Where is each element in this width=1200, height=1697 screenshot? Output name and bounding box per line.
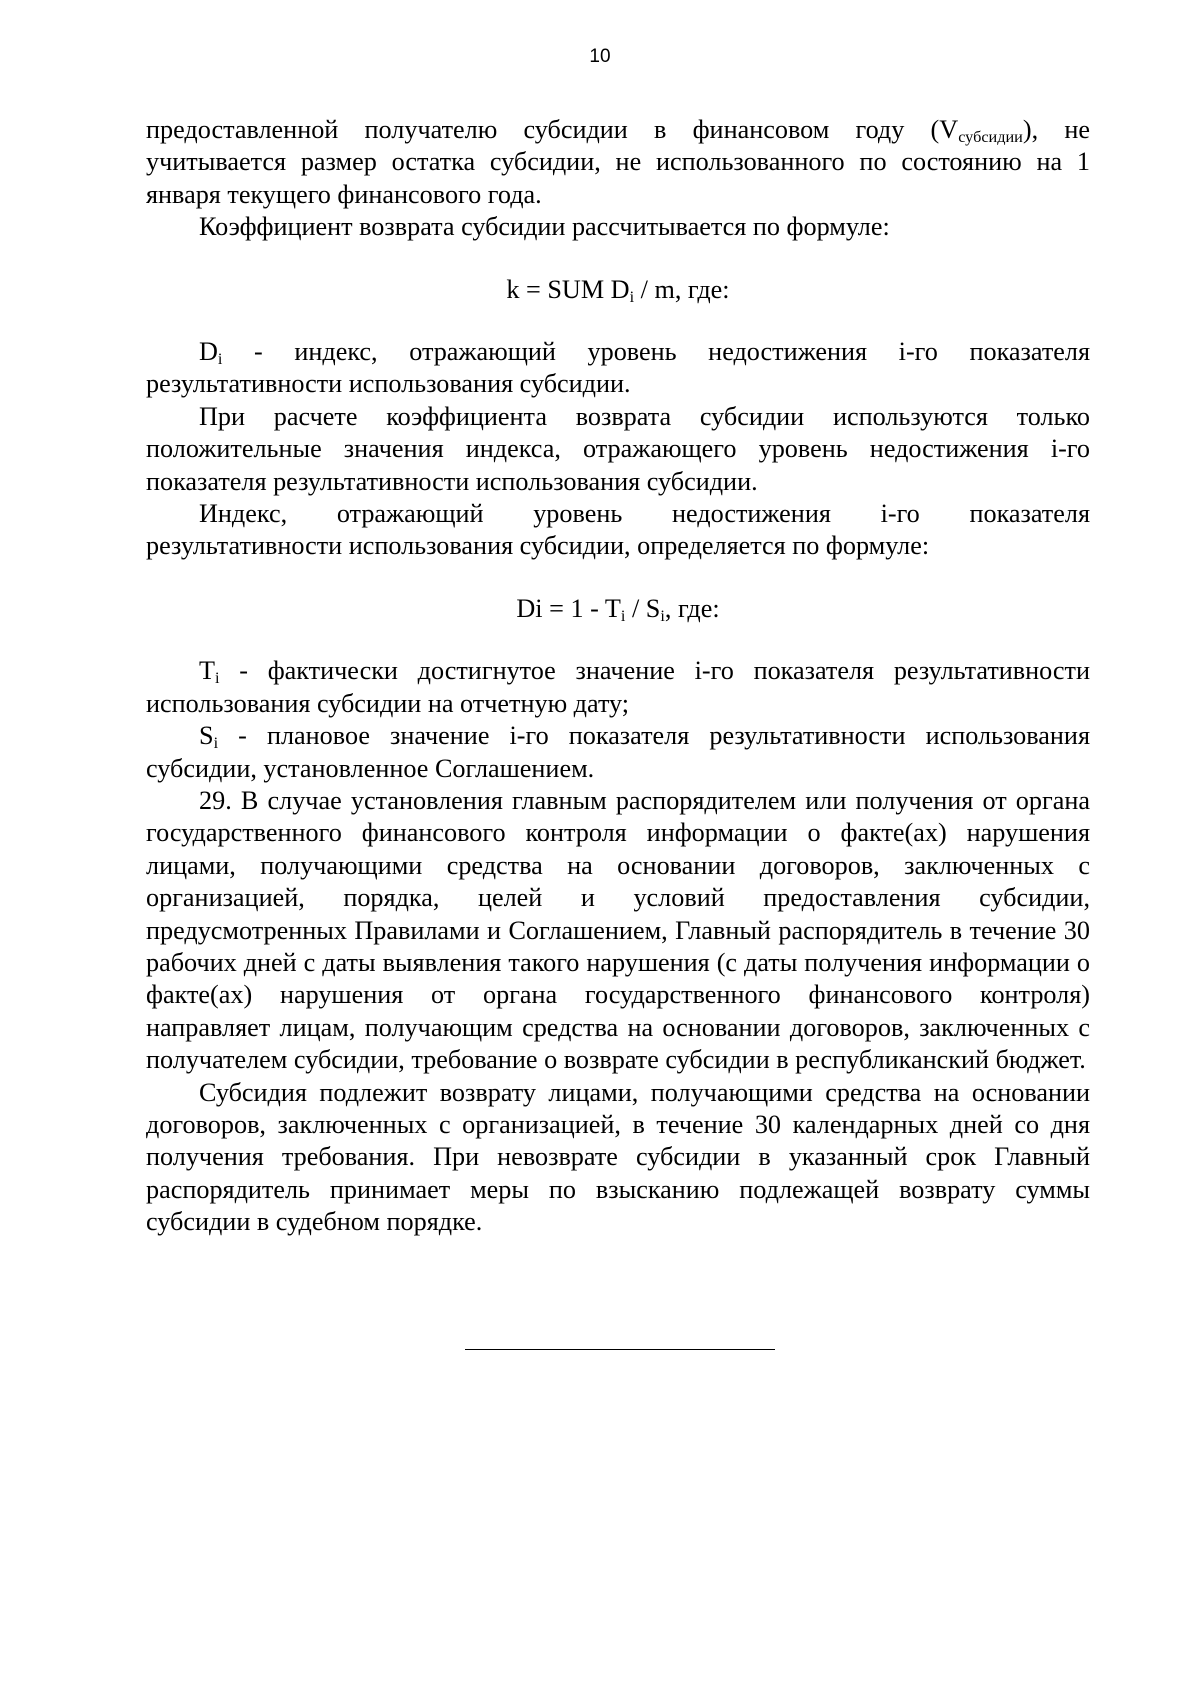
paragraph-text: ), не учитывается размер остатка субсидии, не использованного по состоянию на 1 января текущего финансового года. bbox=[146, 115, 1090, 209]
paragraph-positive-values: При расчете коэффициента возврата субсидии используются только положительные значения индекса, отражающего уровень недостижения i-го показателя результативности использования субсидии. bbox=[146, 401, 1090, 496]
paragraph-text: - плановое значение i-го показателя результативности использования субсидии, установленное Соглашением. bbox=[146, 721, 1090, 783]
paragraph-di-definition bbox=[146, 336, 1090, 401]
paragraph-ti-definition bbox=[146, 655, 1090, 720]
symbol: S bbox=[199, 721, 214, 751]
paragraph-text: - фактически достигнутое значение i-го показателя результативности использования субсидии на отчетную дату; bbox=[146, 656, 1090, 718]
subscript: i bbox=[217, 350, 223, 369]
formula-text: Di = 1 - T bbox=[516, 593, 621, 623]
formula-di bbox=[146, 593, 1090, 625]
paragraph-29: 29. В случае установления главным распорядителем или получения от органа государственного финансового контроля информации о факте(ах) нарушения лицами, получающими средства на основании договоров, заключенных с организацией, порядка, целей и условий предоставления субсидии, предусмотренных Правилами и Соглашением, Главный распорядитель в течение 30 рабочих дней с даты выявления такого нарушения (с даты получения информации о факте(ах) нарушения от органа государственного финансового контроля) направляет лицам, получающим средства на основании договоров, заключенных с получателем субсидии, требование о возврате субсидии в республиканский бюджет. bbox=[146, 785, 1090, 1075]
formula-text: , где: bbox=[664, 593, 720, 623]
symbol: T bbox=[199, 656, 215, 686]
subscript: i bbox=[629, 287, 635, 306]
paragraph-subsidy-amount bbox=[146, 114, 1090, 211]
paragraph-coefficient-intro: Коэффициент возврата субсидии рассчитывается по формуле: bbox=[199, 212, 890, 242]
formula-text: / S bbox=[625, 593, 661, 623]
page-number: 10 bbox=[589, 46, 611, 67]
paragraph-subsidy-return: Субсидия подлежит возврату лицами, получающими средства на основании договоров, заключенных с организацией, в течение 30 календарных дней со дня получения требования. При невозврате субсидии в указанный срок Главный распорядитель принимает меры по взысканию подлежащей возврату суммы субсидии в судебном порядке. bbox=[146, 1077, 1090, 1237]
paragraph-si-definition bbox=[146, 720, 1090, 785]
paragraph-text: предоставленной получателю субсидии в финансовом году (V bbox=[146, 115, 959, 144]
subscript: i bbox=[213, 734, 219, 753]
formula-k bbox=[146, 274, 1090, 306]
formula-text: / m, где: bbox=[634, 274, 730, 304]
formula-text: k = SUM D bbox=[506, 274, 630, 304]
paragraph-index-intro-line2: результативности использования субсидии, определяется по формуле: bbox=[146, 531, 930, 561]
paragraph-index-intro-line1: Индекс, отражающий уровень недостижения i-го показателя bbox=[199, 499, 1090, 529]
end-rule bbox=[465, 1349, 775, 1350]
subscript: i bbox=[620, 606, 626, 625]
subscript: i bbox=[660, 606, 665, 625]
document-body bbox=[146, 114, 1090, 1239]
symbol: D bbox=[199, 337, 218, 367]
subscript: субсидии bbox=[958, 128, 1023, 147]
paragraph-text: - индекс, отражающий уровень недостижения i-го показателя результативности использования субсидии. bbox=[146, 337, 1090, 399]
subscript: i bbox=[215, 669, 220, 688]
